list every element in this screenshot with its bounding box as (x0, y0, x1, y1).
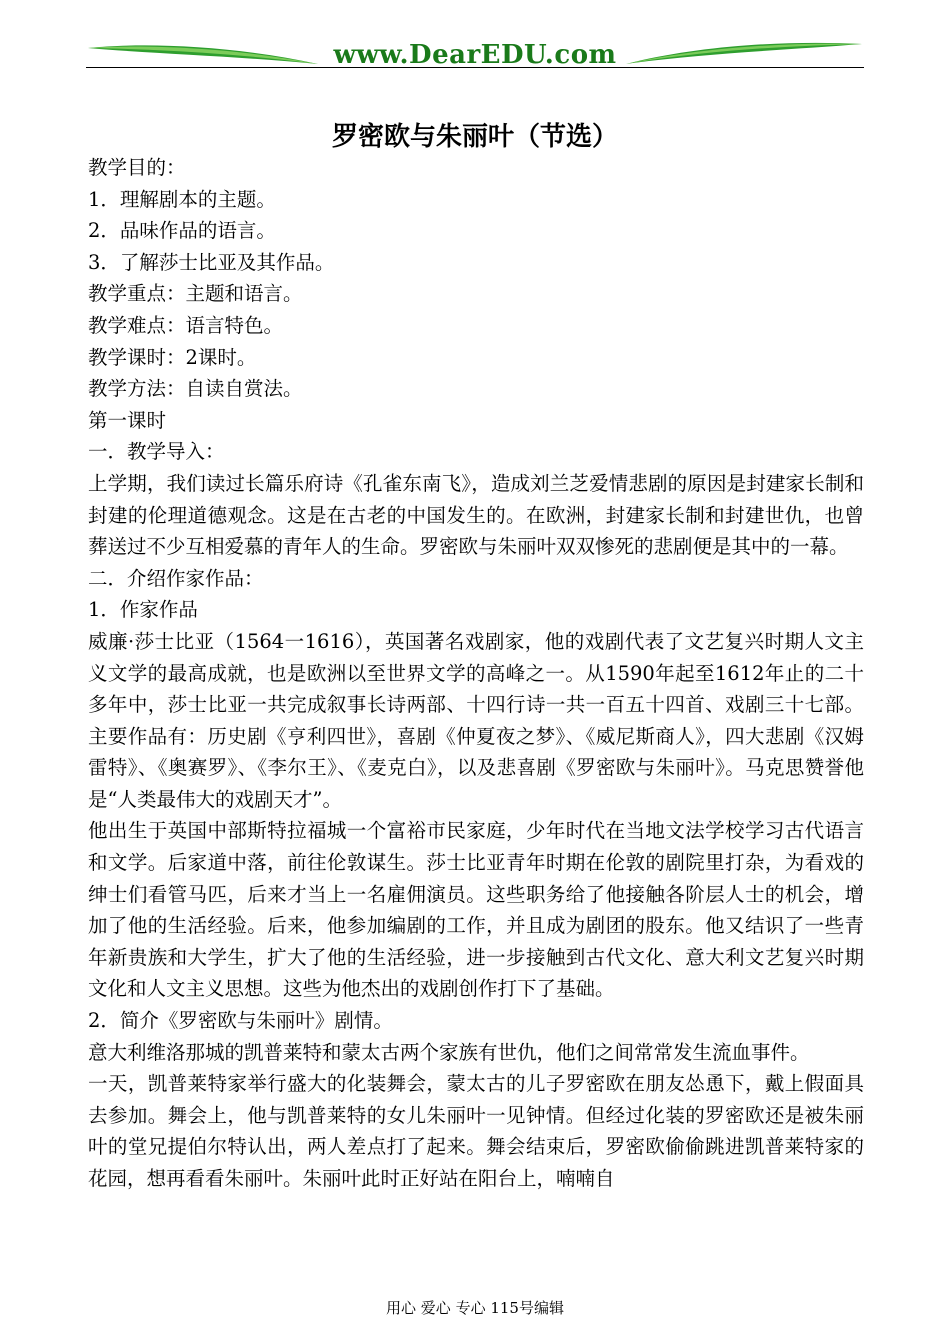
paragraph: 威廉·莎士比亚（1564一1616），英国著名戏剧家，他的戏剧代表了文艺复兴时期人文主义文学的最高成就，也是欧洲以至世界文学的高峰之一。从1590年起至1612年止的二十多年中，莎士比亚一共完成叙事长诗两部、十四行诗一共一百五十四首、戏剧三十七部。主要作品有：历史剧《亨利四世》，喜剧《仲夏夜之梦》、《威尼斯商人》，四大悲剧《汉姆雷特》、《奥赛罗》、《李尔王》、《麦克白》，以及悲喜剧《罗密欧与朱丽叶》。马克思赞誉他是“人类最伟大的戏剧天才”。 (88, 629, 864, 811)
paragraph: 他出生于英国中部斯特拉福城一个富裕市民家庭，少年时代在当地文法学校学习古代语言和文学。后家道中落，前往伦敦谋生。莎士比亚青年时期在伦敦的剧院里打杂，为看戏的绅士们看管马匹，后来才当上一名雇佣演员。这些职务给了他接触各阶层人士的机会，增加了他的生活经验。后来，他参加编剧的工作，并且成为剧团的股东。他又结识了一些青年新贵族和大学生，扩大了他的生活经验，进一步接触到古代文化、意大利文艺复兴时期文化和人文主义思想。这些为他杰出的戏剧创作打下了基础。 (88, 819, 864, 1001)
paragraph: 教学课时：2课时。 (88, 345, 257, 369)
site-logo[interactable]: www.DearEDU.com (333, 40, 617, 70)
paragraph: 教学重点：主题和语言。 (88, 282, 303, 306)
header-divider (86, 67, 864, 68)
paragraph: 二．介绍作家作品： (88, 566, 264, 590)
paragraph: 教学目的： (88, 156, 186, 179)
paragraph: 第一课时 (88, 408, 167, 432)
page-footer: 用心 爱心 专心 115号编辑 (386, 1299, 564, 1317)
paragraph: 2．简介《罗密欧与朱丽叶》剧情。 (88, 1009, 393, 1033)
paragraph: 1．作家作品 (88, 598, 198, 622)
paragraph: 1．理解剧本的主题。 (88, 187, 276, 211)
paragraph: 2．品味作品的语言。 (88, 219, 276, 243)
paragraph: 一．教学导入： (88, 440, 225, 464)
document-title: 罗密欧与朱丽叶（节选） (331, 122, 618, 152)
paragraph: 3．了解莎士比亚及其作品。 (88, 250, 335, 274)
site-header (86, 34, 864, 74)
paragraph: 上学期，我们读过长篇乐府诗《孔雀东南飞》，造成刘兰芝爱情悲剧的原因是封建家长制和封建的伦理道德观念。这是在古老的中国发生的。在欧洲，封建家长制和封建世仇，也曾葬送过不少互相爱慕的青年人的生命。罗密欧与朱丽叶双双惨死的悲剧便是其中的一幕。 (88, 471, 864, 559)
paragraph: 意大利维洛那城的凯普莱特和蒙太古两个家族有世仇，他们之间常常发生流血事件。 (88, 1040, 810, 1064)
paragraph: 教学难点：语言特色。 (88, 313, 284, 337)
document-body (88, 152, 864, 1195)
paragraph: 一天，凯普莱特家举行盛大的化装舞会，蒙太古的儿子罗密欧在朋友怂恿下，戴上假面具去参加。舞会上，他与凯普莱特的女儿朱丽叶一见钟情。但经过化装的罗密欧还是被朱丽叶的堂兄提伯尔特认出，两人差点打了起来。舞会结束后，罗密欧偷偷跳进凯普莱特家的花园，想再看看朱丽叶。朱丽叶此时正好站在阳台上，喃喃自 (88, 1072, 864, 1190)
paragraph: 教学方法：自读自赏法。 (88, 377, 303, 401)
